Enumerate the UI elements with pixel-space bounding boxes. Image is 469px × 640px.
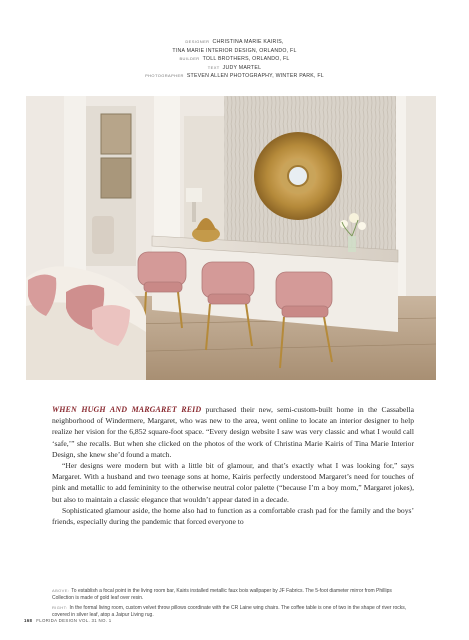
article-paragraph (52, 404, 414, 460)
credit-role: DESIGNER (185, 39, 210, 44)
article-paragraph: “Her designs were modern but with a little bit of glamour, and that’s exactly what I was looking for,” says Margaret. With a husband and two teenage sons at home, Kairis perfectly understood Margaret’s need for touches of pink and metallic to add femininity to the otherwise neutral color palette (“because I’m a boy mom,” Margaret jokes), but also to maintain a classic elegance that wouldn’t appear dated in a decade. (52, 461, 414, 504)
credit-name: STEVEN ALLEN PHOTOGRAPHY, WINTER PARK, FL (186, 73, 324, 80)
page-number: 168 (24, 618, 33, 623)
caption-above (52, 587, 414, 603)
credit-line-builder (0, 55, 469, 64)
credit-name: TINA MARIE INTERIOR DESIGN, ORLANDO, FL (172, 47, 297, 54)
credit-role: TEXT (207, 64, 220, 70)
caption-label: ABOVE: (52, 588, 70, 593)
caption-text: To establish a focal point in the living room bar, Kairis installed metallic faux bois wallpaper by JF Fabrics. The 5-foot diameter mirror from Phillips Collection is made of gold leaf over resin. (52, 588, 392, 602)
bar-stool (138, 252, 186, 292)
bar-stool (276, 272, 332, 317)
credit-name: TOLL BROTHERS, ORLANDO, FL (202, 56, 290, 63)
living-room-bar-illustration (26, 96, 436, 380)
credit-line-firm (0, 47, 469, 56)
credit-name: JUDY MARTEL (222, 64, 262, 71)
credit-role: BUILDER (179, 56, 200, 62)
interior-photo (26, 96, 436, 380)
page-folio (24, 618, 112, 623)
article-paragraph: Sophisticated glamour aside, the home also had to function as a comfortable crash pad for the family and the boys’ friends, especially during the pandemic that forced everyone to (52, 505, 414, 527)
credit-line-photographer (0, 72, 469, 81)
credit-line-text (0, 64, 469, 73)
article-body (52, 404, 414, 527)
credit-role: PHOTOGRAPHER (145, 73, 184, 79)
article-paragraph-text: purchased their new, semi-custom-built home in the Cassabella neighborhood of Windermere, Margaret, who was new to the area, went online to locate an interior designer to help realize her vision for the 6,852 square-foot space. “Every design website I saw was very classic and what I would call ‘safe,’” she recalls. But when she clicked on the photos of the work of Christina Marie Kairis of Tina Marie Interior Design, she knew she’d found a match. (52, 405, 414, 459)
bar-stool (202, 262, 254, 304)
photo-captions (52, 587, 414, 621)
caption-text: In the formal living room, custom velvet throw pillows coordinate with the CR Laine wing chairs. The coffee table is one of two in the shape of river rocks, covered in silver leaf, atop a Jaipur Living rug. (52, 604, 407, 619)
credit-line-designer (0, 38, 469, 47)
magazine-issue: FLORIDA DESIGN VOL. 31 NO. 1 (36, 618, 112, 623)
credits-block (0, 38, 469, 81)
credit-name: CHRISTINA MARIE KAIRIS, (212, 39, 284, 45)
article-lead-in: WHEN HUGH AND MARGARET REID (52, 405, 202, 414)
caption-label: RIGHT: (52, 604, 68, 610)
